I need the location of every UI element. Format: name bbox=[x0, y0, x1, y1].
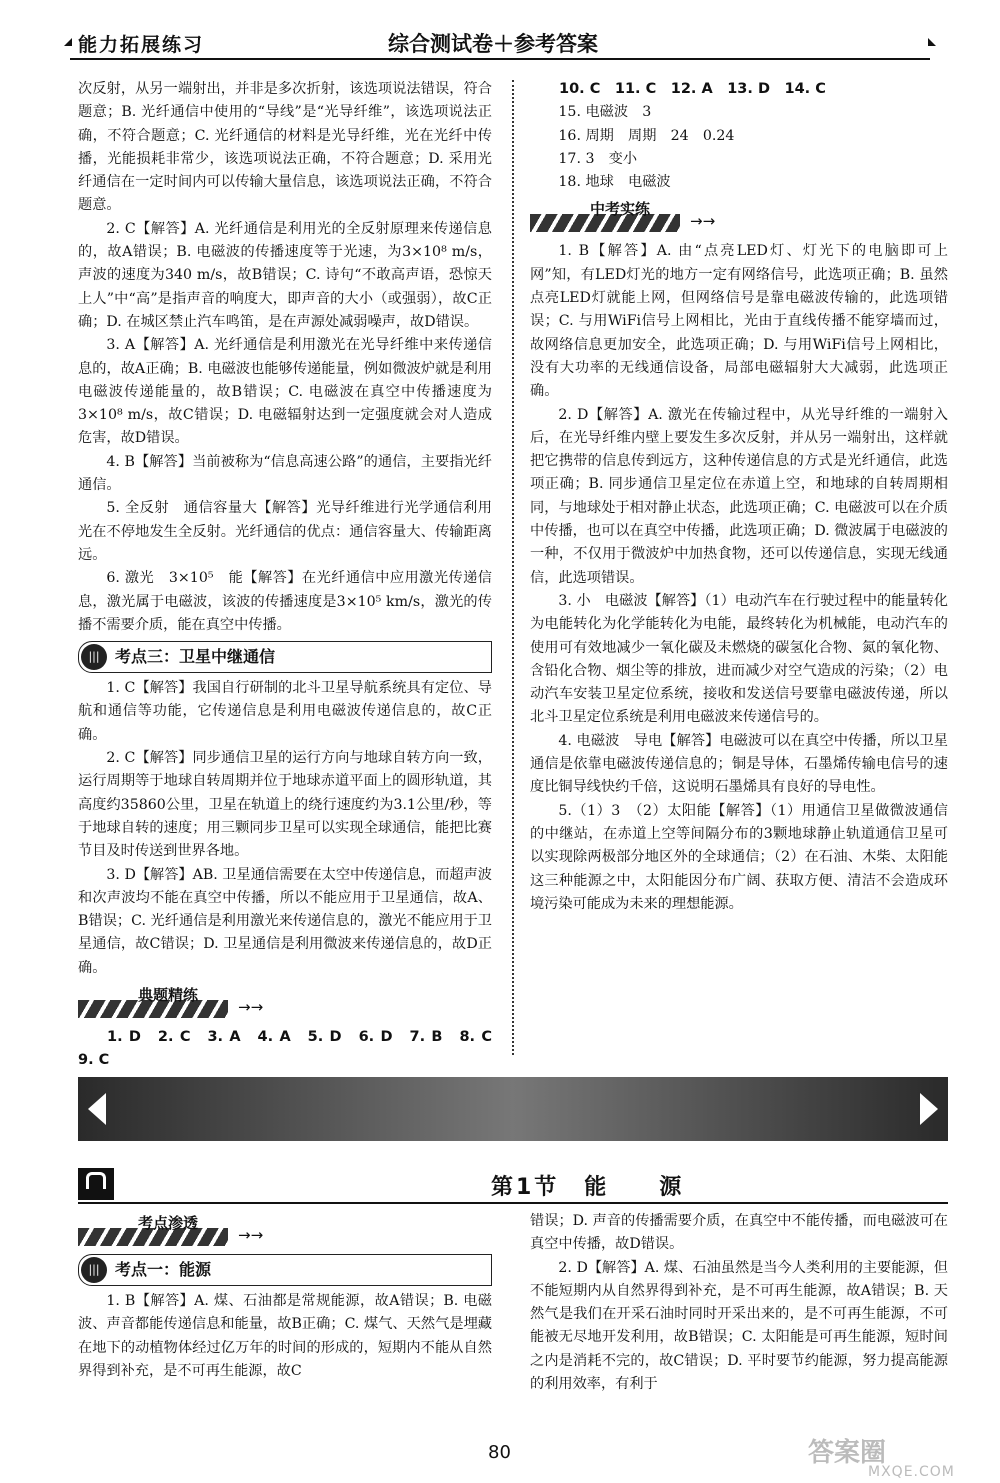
watermark-text: 答案圈 bbox=[808, 1438, 887, 1468]
answer-paragraph: 4. B【解答】当前被称为“信息高速公路”的通信，主要指光纤通信。 bbox=[78, 453, 492, 494]
answer-paragraph: 2. C【解答】A. 光纤通信是利用光的全反射原理来传递信息的，故A错误；B. 电磁波的传播速度等于光速，为3×10⁸ m/s，声波的速度为340 m/s，故B错误；C. 诗句“不敢高声语，恐惊天上人”中“高”是指声音的响度大，即声音的大小（或强弱），故C正确；D. 在城区禁止汽车鸣笛，是在声源处减弱噪声，故D错误。 bbox=[78, 220, 492, 330]
answer-paragraph: 15. 电磁波 3 bbox=[558, 104, 652, 121]
practice-band bbox=[78, 1212, 492, 1250]
corner-triangle-icon bbox=[928, 38, 936, 46]
section-title-bar bbox=[78, 1168, 948, 1204]
band-title: 考点渗透 bbox=[138, 1214, 199, 1232]
page-number: 80 bbox=[488, 1442, 511, 1463]
answer-paragraph: 5. 全反射 通信容量大【解答】光导纤维进行光学通信利用光在不停地发生全反射。光纤通信的优点：通信容量大、传输距离远。 bbox=[78, 500, 492, 563]
band-title: 中考实练 bbox=[590, 200, 651, 219]
arrow-left-icon bbox=[88, 1093, 106, 1125]
arrow-right-icon bbox=[920, 1093, 938, 1125]
right-column bbox=[530, 78, 948, 916]
answer-paragraph: 错误；D. 声音的传播需要介质，在真空中不能传播，而电磁波可在真空中传播，故D错误。 bbox=[530, 1213, 948, 1253]
answer-paragraph: 次反射，从另一端射出，并非是多次折射，该选项说法错误，符合题意；B. 光纤通信中使用的“导线”是“光导纤维”，该选项说法正确，不符合题意；C. 光纤通信的材料是光导纤维，光在光纤中传播，光能损耗非常少，该选项说法正确，不符合题意；D. 采用光纤通信在一定时间内可以传输大量信息，该选项说法正确，不符合题意。 bbox=[78, 81, 492, 214]
practice-band bbox=[530, 198, 948, 236]
double-arrow-icon: →→ bbox=[238, 1226, 264, 1244]
answer-row: 1. D 2. C 3. A 4. A 5. D 6. D 7. B 8. C 9. C bbox=[78, 1028, 507, 1069]
page-header bbox=[0, 0, 1000, 60]
watermark-url: MXQE.COM bbox=[868, 1464, 955, 1480]
answer-paragraph: 1. B【解答】A. 由“点亮LED灯、灯光下的电脑即可上网”知，有LED灯光的地方一定有网络信号，此选项正确；B. 虽然点亮LED灯就能上网，但网络信号是靠电磁波传输的，此选项错误；C. 与用WiFi信号上网相比，光由于直线传播不能穿墙而过，故网络信息更加安全，此选项正确；D. 与用WiFi信号上网相比，没有大功率的无线通信设备，局部电磁辐射大大减弱，此选项正确。 bbox=[530, 243, 948, 400]
section-bars-icon: ||| bbox=[81, 1257, 107, 1283]
answer-paragraph: 3. 小 电磁波【解答】（1）电动汽车在行驶过程中的能量转化为电能转化为化学能转化为电能，最终转化为机械能，电动汽车的使用可有效地减少一氧化碳及未燃烧的碳氢化合物、氮的氧化物、含铅化合物、烟尘等的排放，进而减少对空气造成的污染；（2）电动汽车安装卫星定位系统，接收和发送信号要靠电磁波传递，所以北斗卫星定位系统是利用电磁波来传递信号的。 bbox=[530, 592, 948, 726]
answer-paragraph: 18. 地球 电磁波 bbox=[558, 174, 671, 191]
header-center-title: 综合测试卷＋参考答案 bbox=[388, 32, 598, 56]
section-heading-text: 考点三：卫星中继通信 bbox=[115, 647, 276, 667]
practice-band bbox=[78, 984, 492, 1022]
double-arrow-icon: →→ bbox=[238, 997, 264, 1016]
answer-paragraph: 2. C【解答】同步通信卫星的运行方向与地球自转方向一致，运行周期等于地球自转周期并位于地球赤道平面上的圆形轨道，其高度约35860公里，卫星在轨道上的绕行速度约为3.1公里/秒，等于地球自转的速度；用三颗同步卫星可以实现全球通信，能把比赛节目及时传送到世界各地。 bbox=[78, 750, 492, 860]
answer-paragraph: 6. 激光 3×10⁵ 能【解答】在光纤通信中应用激光传递信息，激光属于电磁波，该波的传播速度是3×10⁵ km/s，激光的传播不需要介质，能在真空中传播。 bbox=[78, 570, 492, 633]
answer-paragraph: 1. C【解答】我国自行研制的北斗卫星导航系统具有定位、导航和通信等功能，它传递信息是利用电磁波传递信息的，故C正确。 bbox=[78, 680, 492, 743]
header-left-title: 能力拓展练习 bbox=[78, 34, 205, 56]
answer-paragraph: 4. 电磁波 导电【解答】电磁波可以在真空中传播，所以卫星通信是依靠电磁波传递信息的；铜是导体，石墨烯传输电信号的速度比铜导线快约千倍，这说明石墨烯具有良好的导电性。 bbox=[530, 732, 948, 796]
answer-paragraph: 2. D【解答】A. 煤、石油虽然是当今人类利用的主要能源，但不能短期内从自然界得到补充，是不可再生能源，故A错误；B. 天然气是我们在开采石油时同时开采出来的，是不可再生能源，不可能被无尽地开发利用，故B错误；C. 太阳能是可再生能源，短时间之内是消耗不完的，故C错误；D. 平时要节约能源，努力提高能源的利用效率，有利于 bbox=[530, 1259, 948, 1393]
left-column bbox=[78, 78, 507, 1073]
answer-paragraph: 16. 周期 周期 24 0.24 bbox=[558, 127, 735, 144]
section-heading bbox=[78, 641, 492, 673]
answer-row: 10. C 11. C 12. A 13. D 14. C bbox=[559, 81, 826, 97]
lock-icon bbox=[78, 1168, 114, 1200]
section-heading bbox=[78, 1254, 492, 1286]
answer-paragraph: 2. D【解答】A. 激光在传输过程中，从光导纤维的一端射入后，在光导纤维内壁上要发生多次反射，并从另一端射出，这样就把它携带的信息传到远方，这种传递信息的方式是光纤通信，此选项正确；B. 同步通信卫星定位在赤道上空，和地球的自转周期相同，与地球处于相对静止状态，此选项正确；C. 电磁波可以在介质中传播，也可以在真空中传播，此选项正确；D. 微波属于电磁波的一种，不仅用于微波炉中加热食物，还可以传递信息，实现无线通信，此选项错误。 bbox=[530, 406, 948, 586]
header-rule bbox=[70, 58, 930, 60]
chapter-banner bbox=[78, 1077, 948, 1141]
section-bars-icon: ||| bbox=[81, 644, 107, 670]
watermark-logo bbox=[808, 1432, 978, 1480]
left-column-lower bbox=[78, 1208, 492, 1383]
section-title: 第1节 能 源 bbox=[491, 1175, 685, 1200]
answer-paragraph: 5.（1）3 （2）太阳能【解答】（1）用通信卫星做微波通信的中继站，在赤道上空等间隔分布的3颗地球静止轨道通信卫星可以实现除两极部分地区外的全球通信；（2）在石油、木柴、太阳能这三种能源之中，太阳能因分布广阔、获取方便、清洁不会造成环境污染可能成为未来的理想能源。 bbox=[530, 802, 948, 912]
corner-triangle-icon bbox=[64, 38, 72, 46]
answer-paragraph: 3. D【解答】AB. 卫星通信需要在太空中传递信息，而超声波和次声波均不能在真空中传播，所以不能应用于卫星通信，故A、B错误；C. 光纤通信是利用激光来传递信息的，激光不能应用于卫星通信，故C错误；D. 卫星通信是利用微波来传递信息的，故D正确。 bbox=[78, 866, 492, 976]
right-column-lower bbox=[530, 1210, 948, 1396]
section-heading-text: 考点一：能源 bbox=[115, 1260, 212, 1280]
double-arrow-icon: →→ bbox=[690, 212, 716, 231]
column-divider bbox=[512, 80, 514, 1055]
answer-paragraph: 3. A【解答】A. 光纤通信是利用激光在光导纤维中来传递信息的，故A正确；B. 电磁波也能够传递能量，例如微波炉就是利用电磁波传递能量的，故B错误；C. 电磁波在真空中传播速度为3×10⁸ m/s，故C错误；D. 电磁辐射达到一定强度就会对人造成危害，故D错误。 bbox=[78, 337, 492, 447]
answer-paragraph: 1. B【解答】A. 煤、石油都是常规能源，故A错误；B. 电磁波、声音都能传递信息和能量，故B正确；C. 煤气、天然气是埋藏在地下的动植物体经过亿万年的时间的形成的，短期内不能从自然界得到补充，是不可再生能源，故C bbox=[78, 1293, 492, 1379]
band-title: 典题精练 bbox=[138, 985, 199, 1004]
answer-paragraph: 17. 3 变小 bbox=[558, 150, 638, 167]
